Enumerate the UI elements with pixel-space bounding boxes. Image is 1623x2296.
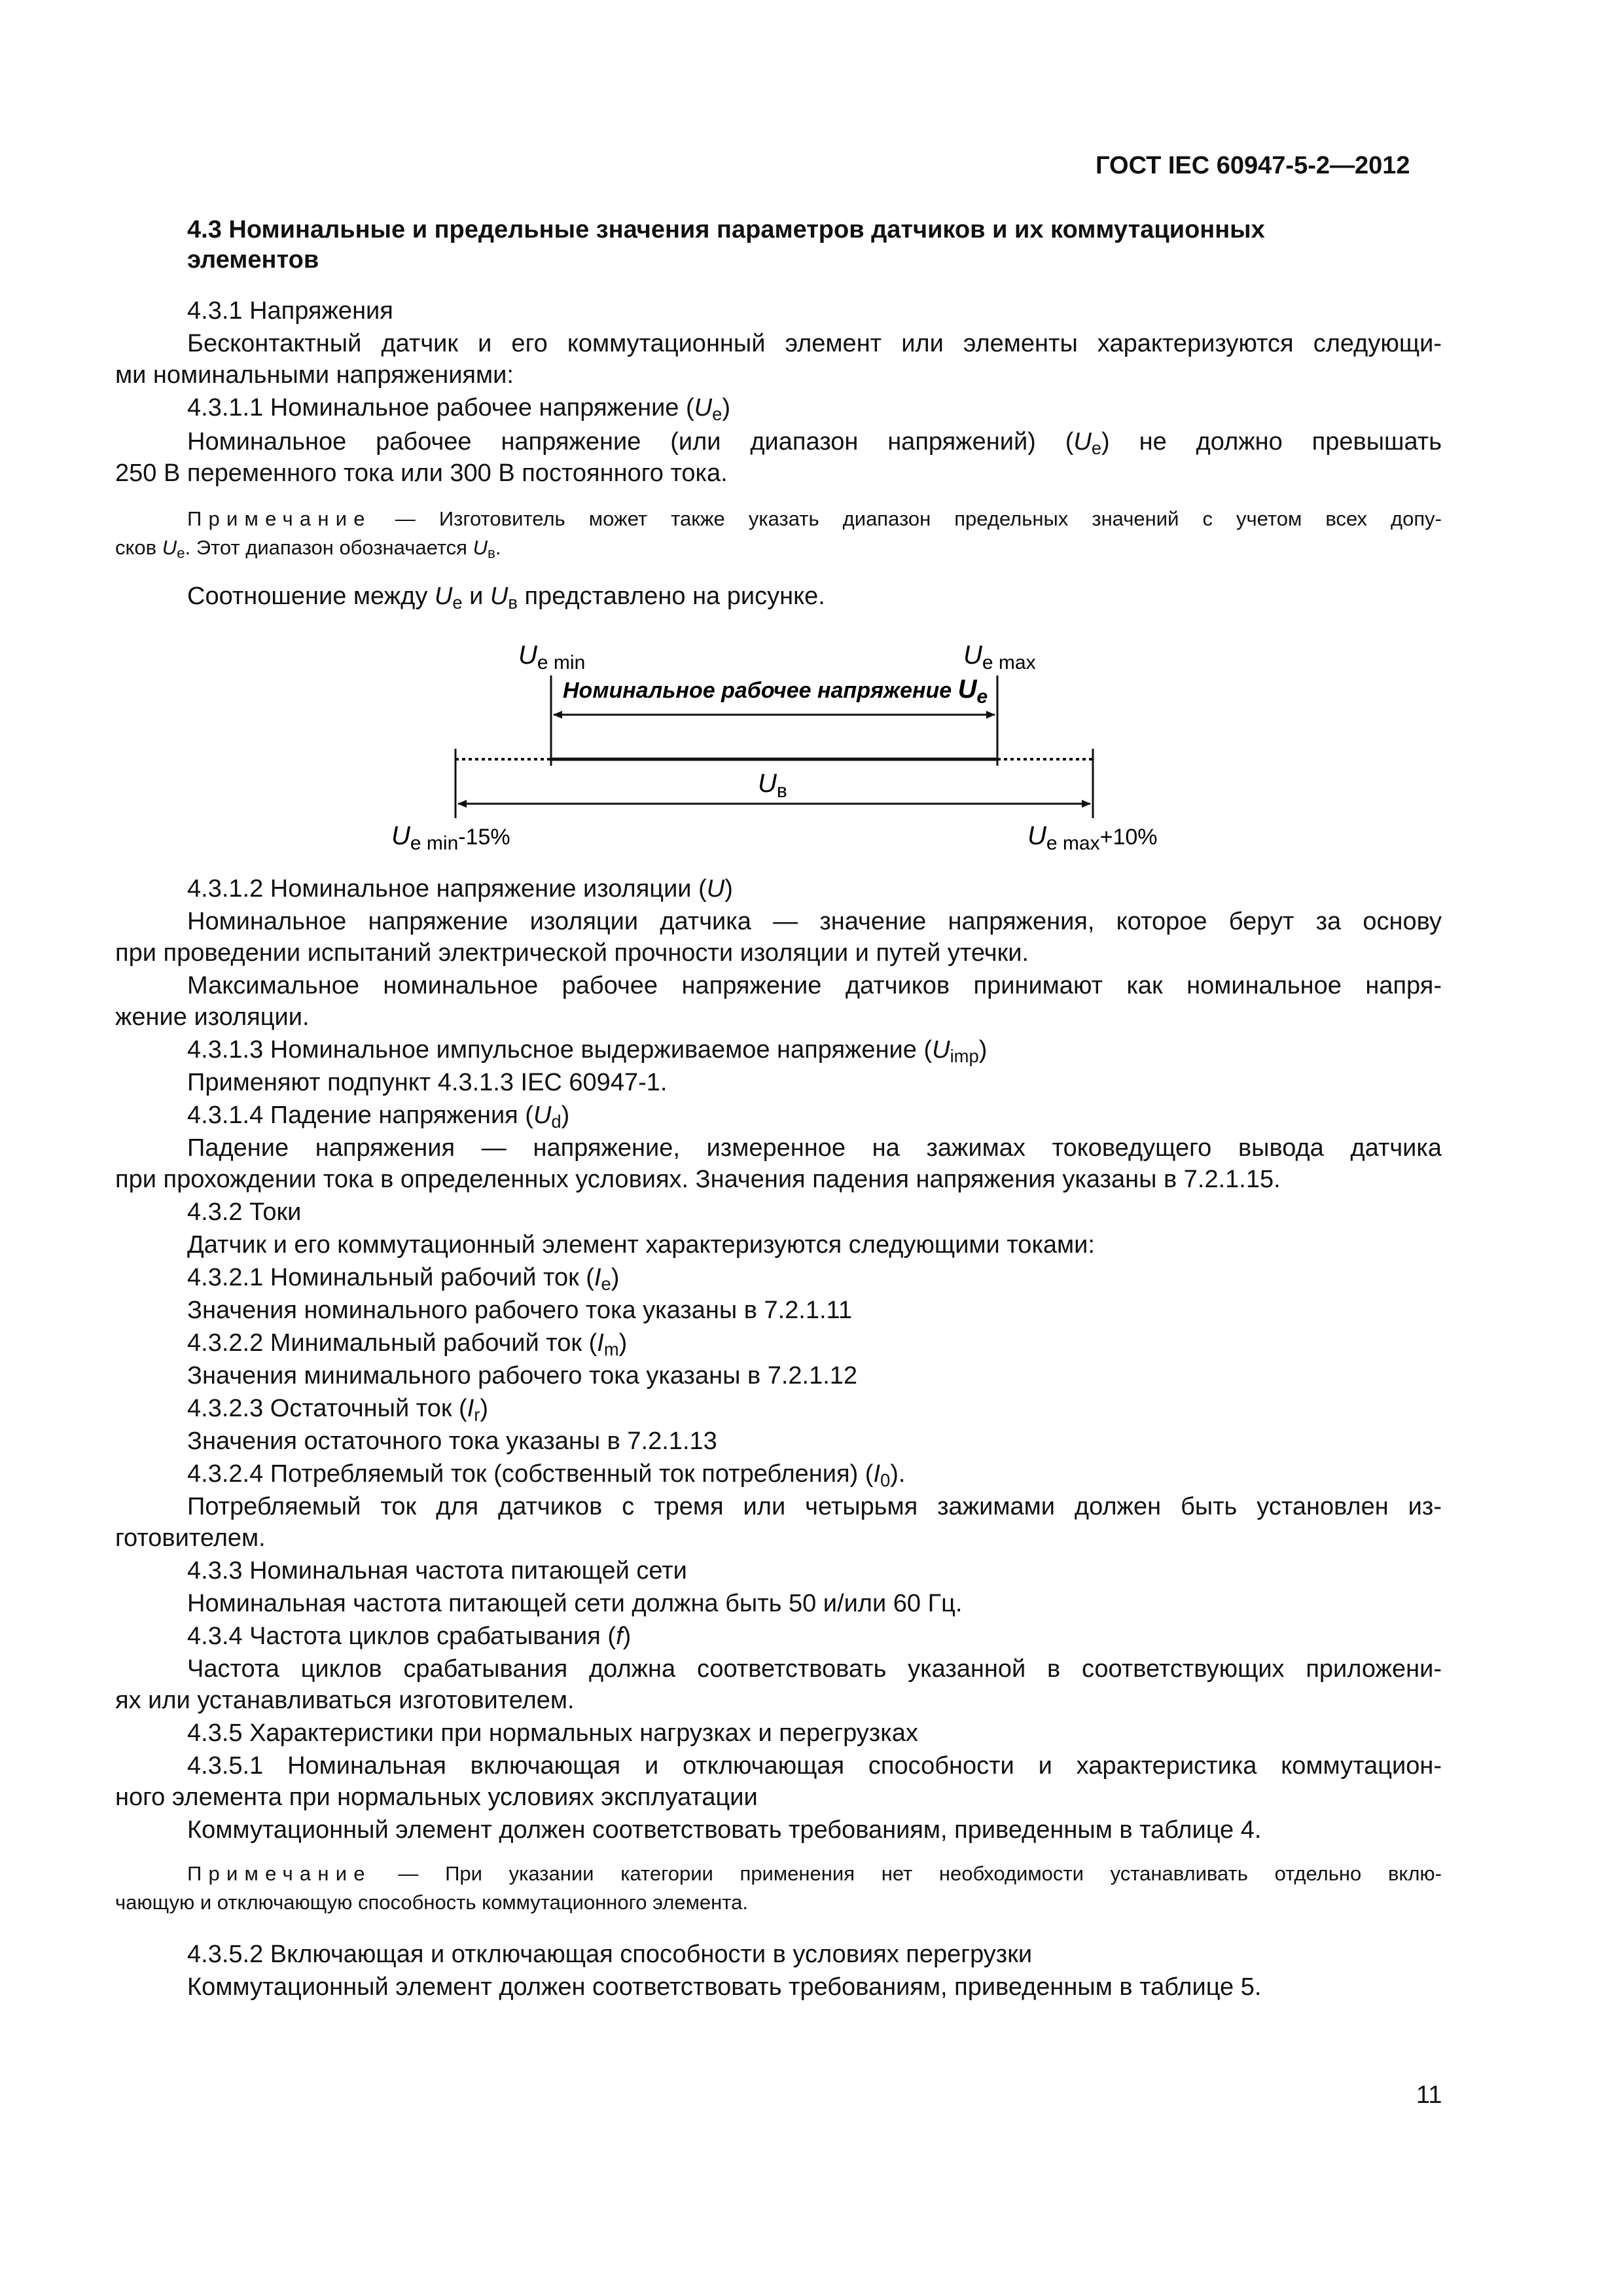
clause-heading: 4.3.1.4 Падение напряжения $(U_d)$ <box>187 1102 570 1132</box>
voltage-range-diagram <box>366 635 1191 857</box>
paragraph-line: Значения минимального рабочего тока указаны в 7.2.1.12 <box>187 1362 858 1390</box>
paragraph-line: при прохождении тока в определенных условиях. Значения падения напряжения указаны в 7.2.1.15. <box>115 1166 1281 1193</box>
ue-max-label: $U_{e max}$ <box>963 641 1036 673</box>
paragraph-line: ного элемента при нормальных условиях эксплуатации <box>115 1784 758 1811</box>
clause-heading: 4.3.2.4 Потребляемый ток (собственный ток потребления) $(I_0)$. <box>187 1460 906 1490</box>
paragraph-line: Потребляемый ток для датчиков с тремя или четырьмя зажимами должен быть установлен из- <box>187 1493 1442 1520</box>
lower-limit-label: $U_{e min}^{-15\%}$ <box>391 821 510 854</box>
clause-heading: 4.3.5.2 Включающая и отключающая способности в условиях перегрузки <box>187 1941 1033 1968</box>
section-title-line1: 4.3 Номинальные и предельные значения параметров датчиков и их коммутационных <box>187 216 1265 243</box>
paragraph-line: Максимальное номинальное рабочее напряжение датчиков принимают как номинальное напря- <box>187 972 1442 999</box>
paragraph-line: ях или устанавливаться изготовителем. <box>115 1687 575 1714</box>
paragraph-line: Падение напряжения — напряжение, измеренное на зажимах токоведущего вывода датчика <box>187 1134 1442 1162</box>
paragraph-line: Частота циклов срабатывания должна соответствовать указанной в соответствующих приложени- <box>187 1655 1442 1683</box>
paragraph-line: готовителем. <box>115 1524 266 1552</box>
paragraph-line: Коммутационный элемент должен соответствовать требованиям, приведенным в таблице 4. <box>187 1816 1262 1844</box>
upper-limit-label: $U_{e max}^{+10\%}$ <box>1027 821 1158 854</box>
clause-heading: 4.3.1.3 Номинальное импульсное выдерживаемое напряжение $(U_{imp})$ <box>187 1036 988 1066</box>
nominal-voltage-label: Номинальное рабочее напряжение Ue <box>563 675 988 708</box>
subsection-heading: 4.3.1 Напряжения <box>187 297 393 325</box>
paragraph-line: ми номинальными напряжениями: <box>115 361 514 389</box>
paragraph-line: 250 В переменного тока или 300 В постоянного тока. <box>115 459 728 487</box>
paragraph-line: Номинальное рабочее напряжение (или диапазон напряжений) $(U_e)$ не должно превышать <box>187 428 1442 458</box>
ue-min-label: $U_{e min}$ <box>518 641 586 673</box>
paragraph-line: жение изоляции. <box>115 1003 310 1031</box>
clause-heading: 4.3.2.2 Минимальный рабочий ток $(I_m)$ <box>187 1329 628 1359</box>
paragraph-line: Значения номинального рабочего тока указаны в 7.2.1.11 <box>187 1297 852 1324</box>
page-number: 11 <box>1416 2081 1442 2109</box>
paragraph-line: Номинальное напряжение изоляции датчика — значение напряжения, которое берут за основу <box>187 908 1442 935</box>
clause-heading: 4.3.1.2 Номинальное напряжение изоляции (U) <box>187 875 733 903</box>
paragraph-line: Коммутационный элемент должен соответствовать требованиям, приведенным в таблице 5. <box>187 1973 1262 2001</box>
note-line: Примечание — Изготовитель может также указать диапазон предельных значений с учетом всех допу- <box>187 507 1442 530</box>
clause-heading: 4.3.2.3 Остаточный ток $(I_r)$ <box>187 1395 489 1425</box>
note-line: сков $U_e$. Этот диапазон обозначается $U_в$. <box>115 536 501 562</box>
note-line: Примечание — При указании категории применения нет необходимости устанавливать отдельно вклю- <box>187 1862 1442 1885</box>
subsection-heading: 4.3.2 Токи <box>187 1198 302 1226</box>
paragraph-line: Применяют подпункт 4.3.1.3 IEC 60947-1. <box>187 1069 668 1096</box>
subsection-heading: 4.3.3 Номинальная частота питающей сети <box>187 1557 687 1585</box>
paragraph-line: Значения остаточного тока указаны в 7.2.1.13 <box>187 1427 717 1455</box>
subsection-heading: 4.3.4 Частота циклов срабатывания (f) <box>187 1623 632 1650</box>
paragraph-line: Номинальная частота питающей сети должна быть 50 и/или 60 Гц. <box>187 1590 963 1617</box>
note-line: чающую и отключающую способность коммутационного элемента. <box>115 1891 748 1914</box>
paragraph-line: Бесконтактный датчик и его коммутационный элемент или элементы характеризуются следующи- <box>187 330 1442 357</box>
ub-label: $U_в$ <box>758 769 787 802</box>
paragraph-line: 4.3.5.1 Номинальная включающая и отключающая способности и характеристика коммутацион- <box>187 1752 1442 1780</box>
standard-code: ГОСТ IEC 60947-5-2—2012 <box>1096 152 1410 179</box>
paragraph-line: при проведении испытаний электрической прочности изоляции и путей утечки. <box>115 939 1029 967</box>
section-title-line2: элементов <box>187 246 319 274</box>
clause-heading: 4.3.2.1 Номинальный рабочий ток $(I_e)$ <box>187 1264 620 1294</box>
paragraph-line: Датчик и его коммутационный элемент характеризуются следующими токами: <box>187 1231 1095 1259</box>
subsection-heading: 4.3.5 Характеристики при нормальных нагрузках и перегрузках <box>187 1719 918 1747</box>
paragraph-line: Соотношение между $U_e$ и $U_в$ представлено на рисунке. <box>187 583 825 613</box>
clause-heading: 4.3.1.1 Номинальное рабочее напряжение $(U_e)$ <box>187 394 730 424</box>
